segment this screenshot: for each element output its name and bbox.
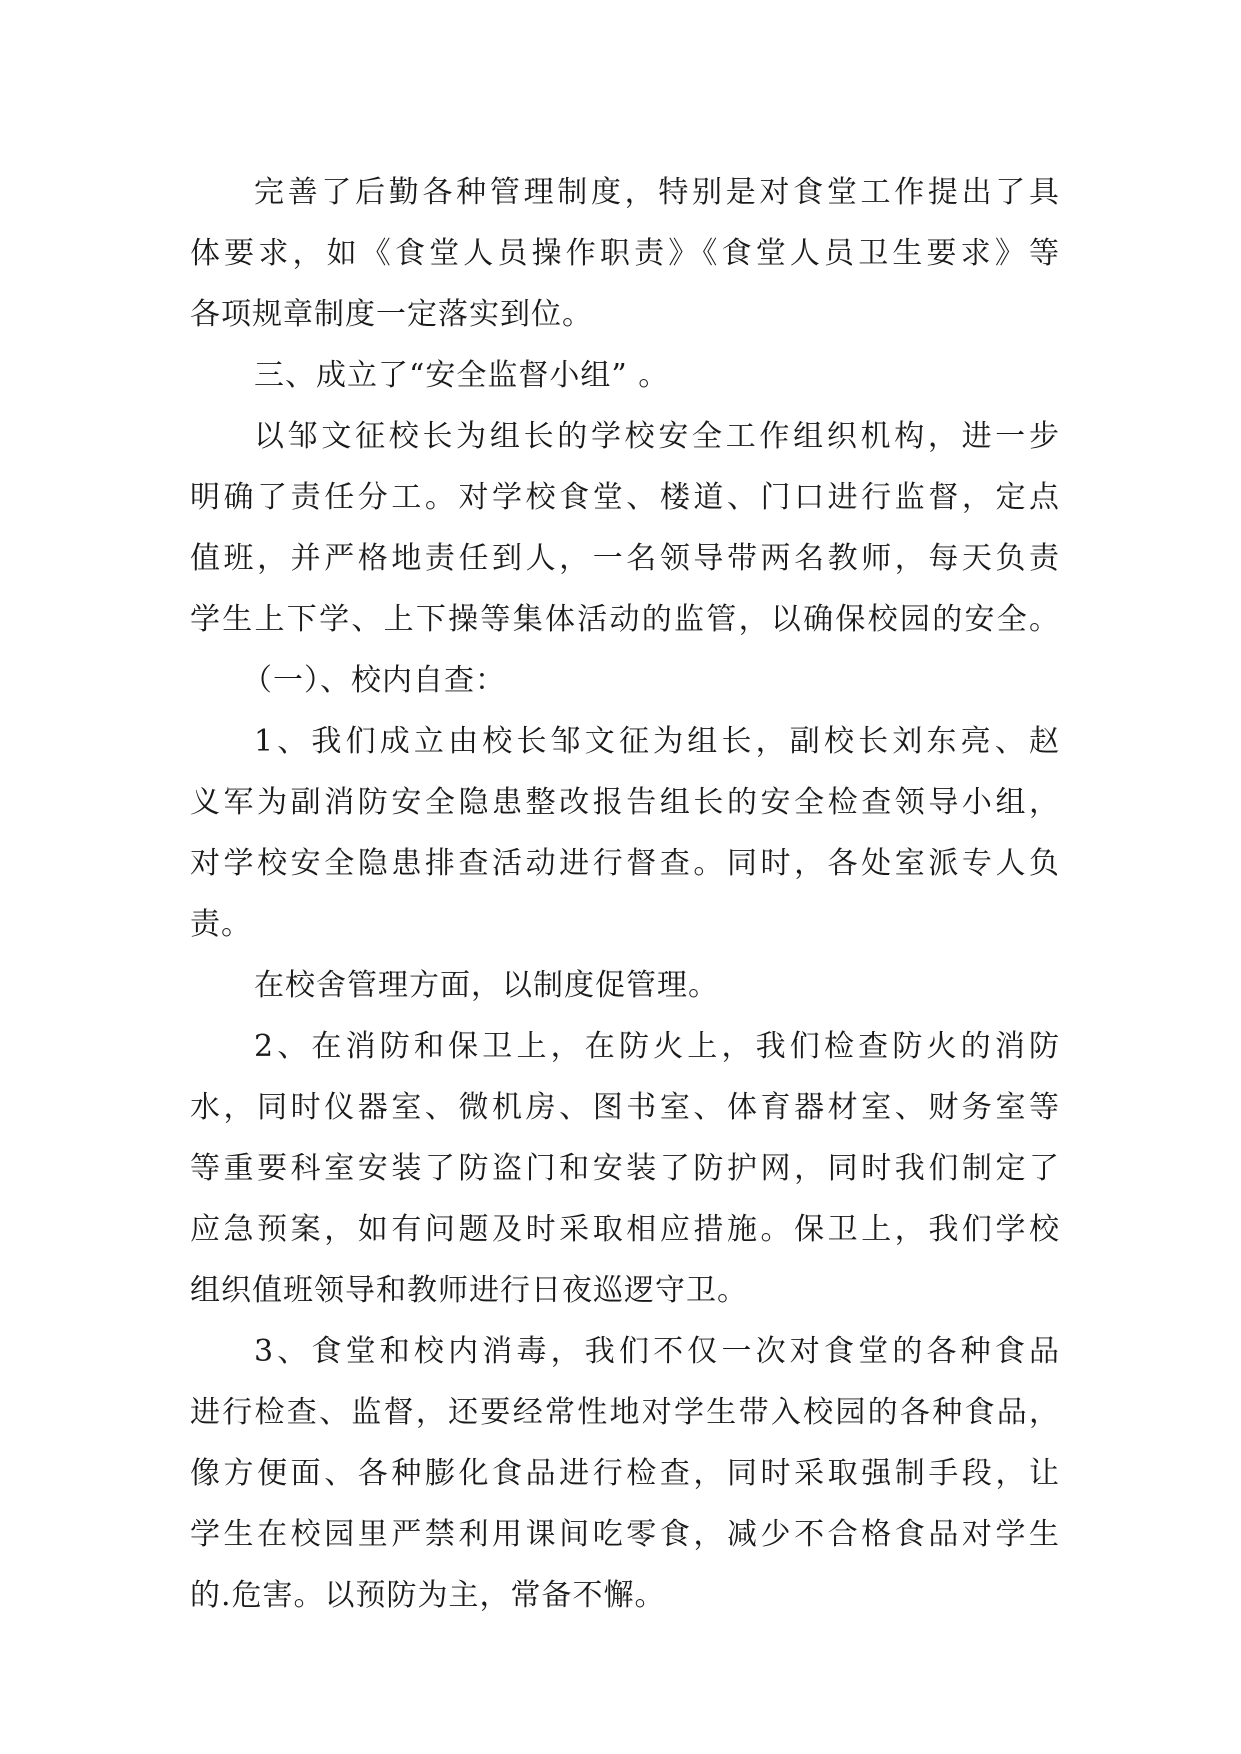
text-line: 在校舍管理方面，以制度促管理。 [254, 968, 719, 1003]
text-line: 义军为副消防安全隐患整改报告组长的安全检查领导小组， [190, 785, 1060, 820]
text-line: 以邹文征校长为组长的学校安全工作组织机构，进一步 [254, 419, 1060, 454]
text-line: 等重要科室安装了防盗门和安装了防护网，同时我们制定了 [190, 1151, 1060, 1186]
text-line: 的.危害。以预防为主，常备不懈。 [190, 1578, 666, 1613]
text-line: 进行检查、监督，还要经常性地对学生带入校园的各种食品， [190, 1395, 1060, 1430]
section-heading: 三、成立了“安全监督小组” 。 [254, 358, 670, 393]
text-line: 学生在校园里严禁利用课间吃零食，减少不合格食品对学生 [190, 1517, 1060, 1552]
subsection-heading: （一）、校内自查： [242, 663, 506, 698]
text-line: 责。 [190, 907, 252, 942]
text-line: 完善了后勤各种管理制度，特别是对食堂工作提出了具 [254, 175, 1060, 210]
text-line: 应急预案，如有问题及时采取相应措施。保卫上，我们学校 [190, 1212, 1060, 1247]
text-line: 明确了责任分工。对学校食堂、楼道、门口进行监督，定点 [190, 480, 1060, 515]
text-line: 组织值班领导和教师进行日夜巡逻守卫。 [190, 1273, 748, 1308]
text-line: 像方便面、各种膨化食品进行检查，同时采取强制手段，让 [190, 1456, 1060, 1491]
document-body [190, 162, 1060, 1626]
text-line: 对学校安全隐患排查活动进行督查。同时，各处室派专人负 [190, 846, 1060, 881]
text-line: 1、我们成立由校长邹文征为组长，副校长刘东亮、赵 [254, 724, 1060, 759]
text-line: 3、食堂和校内消毒，我们不仅一次对食堂的各种食品 [254, 1334, 1060, 1369]
text-line: 2、在消防和保卫上，在防火上，我们检查防火的消防 [254, 1029, 1060, 1064]
text-line: 体要求，如《食堂人员操作职责》《食堂人员卫生要求》等 [190, 236, 1060, 271]
text-line: 水，同时仪器室、微机房、图书室、体育器材室、财务室等 [190, 1090, 1060, 1125]
text-line: 学生上下学、上下操等集体活动的监管，以确保校园的安全。 [190, 602, 1060, 637]
text-line: 各项规章制度一定落实到位。 [190, 297, 593, 332]
text-line: 值班，并严格地责任到人，一名领导带两名教师，每天负责 [190, 541, 1060, 576]
